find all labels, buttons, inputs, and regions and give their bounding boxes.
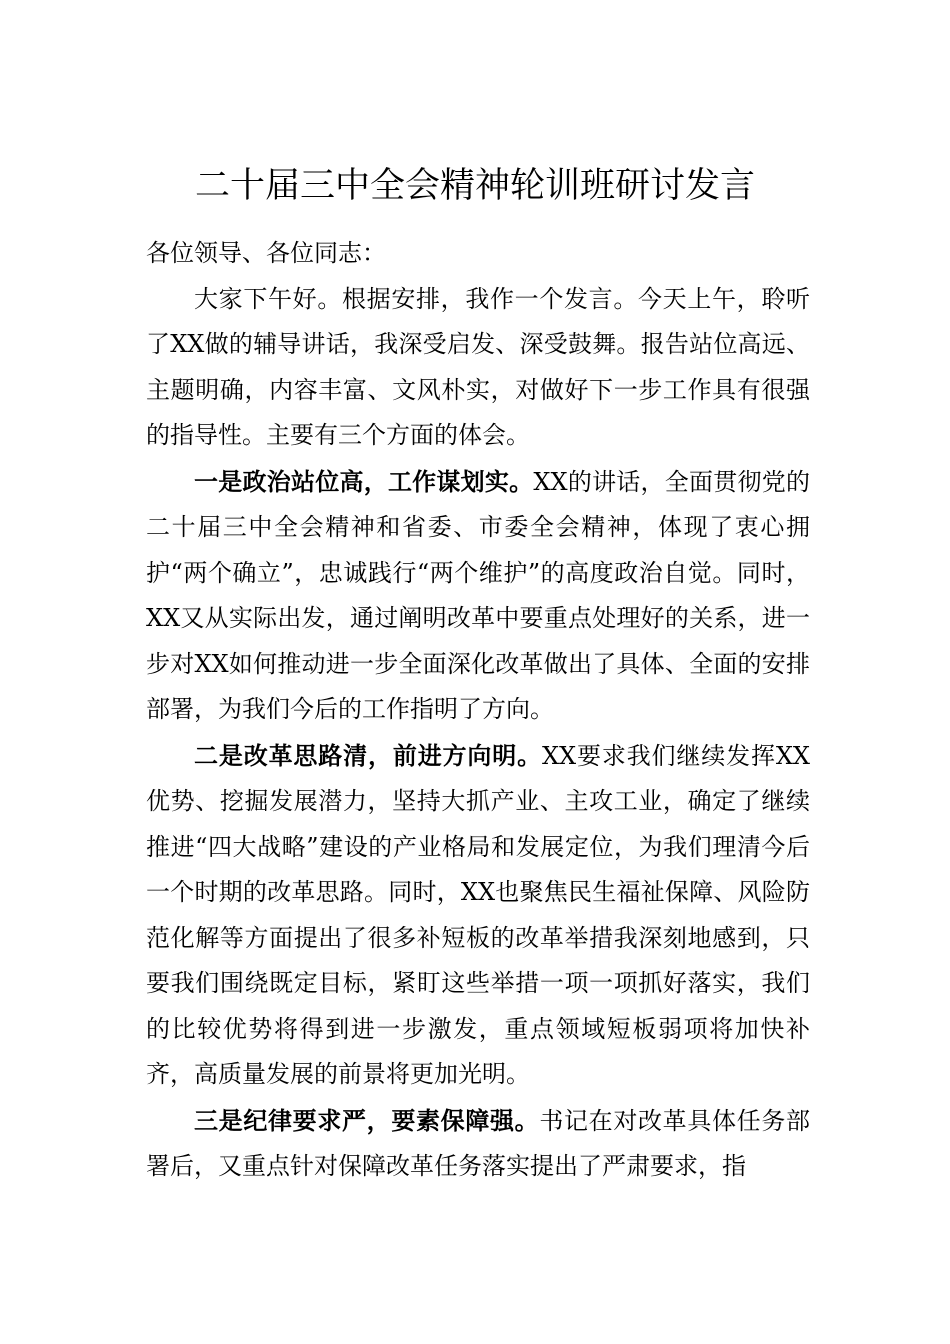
paragraph-text: XX的讲话，全面贯彻党的二十届三中全会精神和省委、市委全会精神，体现了衷心拥护“两个确立”，忠诚践行“两个维护”的高度政治自觉。同时，XX又从实际出发，通过阐明改革中要重点处理好的关系，进一步对XX如何推动进一步全面深化改革做出了具体、全面的安排部署，为我们今后的工作指明了方向。 — [146, 467, 811, 723]
paragraph-point-two — [146, 733, 810, 1098]
document-title: 二十届三中全会精神轮训班研讨发言 — [194, 166, 755, 206]
document-body — [146, 231, 810, 1190]
paragraph-text: 大家下午好。根据安排，我作一个发言。今天上午，聆听了XX做的辅导讲话，我深受启发、深受鼓舞。报告站位高远、主题明确，内容丰富、文风朴实，对做好下一步工作具有很强的指导性。主要有三个方面的体会。 — [146, 284, 810, 449]
paragraph-lead: 三是纪律要求严，要素保障强。 — [194, 1105, 540, 1135]
paragraph-text: 书记在对改革具体任务部署后，又重点针对保障改革任务落实提出了严肃要求，指 — [146, 1106, 811, 1180]
paragraph-lead: 一是政治站位高，工作谋划实。 — [194, 466, 534, 496]
paragraph-text: XX要求我们继续发挥XX优势、挖掘发展潜力，坚持大抓产业、主攻工业，确定了继续推进“四大战略”建设的产业格局和发展定位，为我们理清今后一个时期的改革思路。同时，XX也聚焦民生福祉保障、风险防范化解等方面提出了很多补短板的改革举措我深刻地感到，只要我们围绕既定目标，紧盯这些举措一项一项抓好落实，我们的比较优势将得到进一步激发，重点领域短板弱项将加快补齐，高质量发展的前景将更加光明。 — [146, 741, 811, 1088]
paragraph-intro — [146, 277, 810, 459]
paragraph-lead: 二是改革思路清，前进方向明。 — [194, 740, 542, 770]
salutation: 各位领导、各位同志： — [146, 239, 386, 267]
paragraph-point-one — [146, 459, 810, 733]
paragraph-point-three — [146, 1098, 810, 1190]
